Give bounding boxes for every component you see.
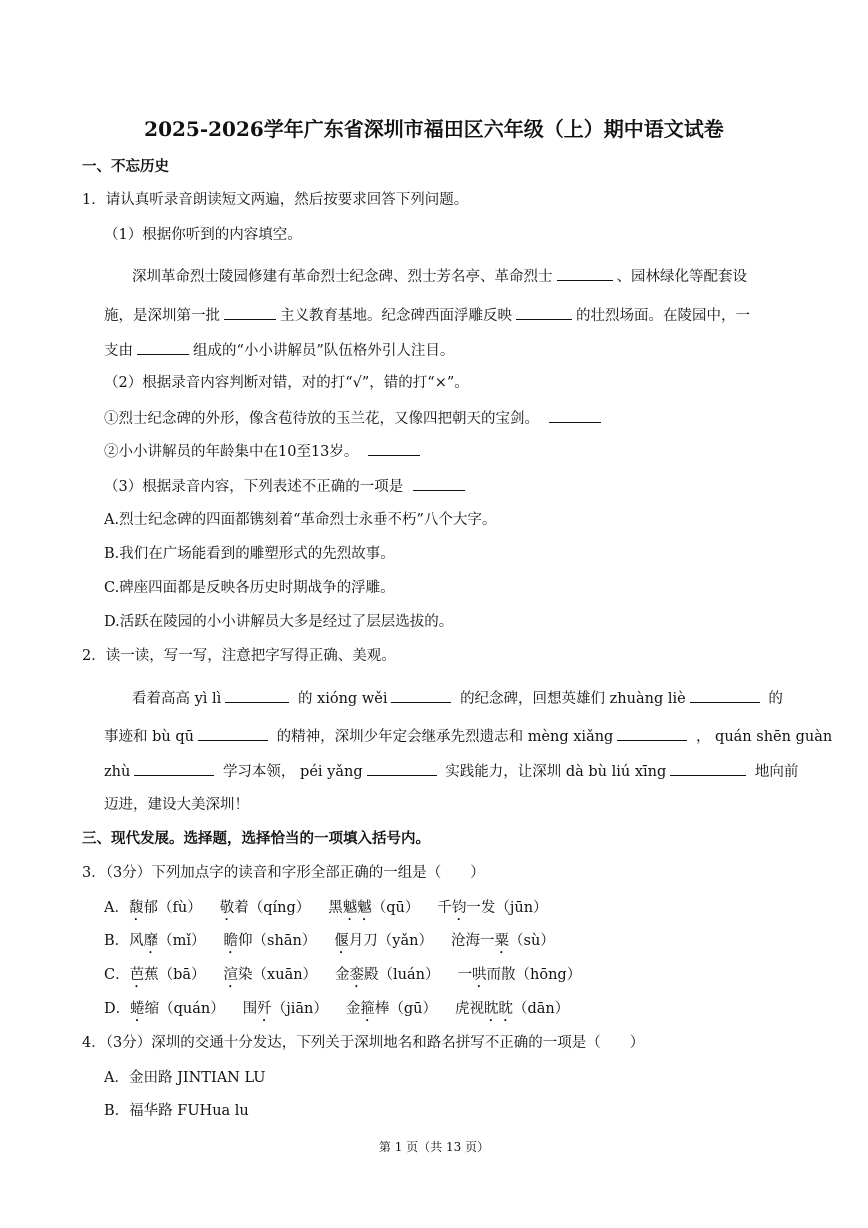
passage-text: 的 [768, 691, 783, 707]
answer-blank[interactable] [413, 476, 465, 491]
write-blank[interactable] [134, 761, 214, 776]
dotted-char: 芭 [129, 967, 145, 983]
q4-option-b[interactable]: B．福华路 FUHua lu [104, 1103, 249, 1119]
page-footer: 第 1 页（共 13 页） [378, 1140, 490, 1154]
option-text: 染（xuān） [238, 967, 318, 983]
write-blank[interactable] [617, 726, 687, 741]
pinyin-line-3 [104, 761, 798, 782]
dotted-char: 眈眈 [484, 1001, 513, 1017]
option-text: 沧海一 [451, 933, 495, 949]
option-text: （sù） [509, 933, 555, 949]
pinyin-line-4: 迈进，建设大美深圳！ [104, 797, 249, 813]
pinyin: bù qū [152, 729, 194, 745]
option-text: 而散（hōng） [486, 967, 582, 983]
dotted-char: 粟 [494, 933, 509, 949]
pinyin-line-2 [104, 726, 832, 747]
passage-text: 的壮烈场面。在陵园中，一 [576, 308, 750, 324]
passage-text: 的 [297, 691, 313, 707]
q3-option-d[interactable] [104, 999, 569, 1025]
dotted-char: 渲 [223, 967, 239, 983]
question-1-stem: 1．请认真听录音朗读短文两遍，然后按要求回答下列问题。 [82, 192, 469, 208]
write-blank[interactable] [367, 761, 437, 776]
write-blank[interactable] [225, 688, 289, 703]
option-text: 虎视 [455, 1001, 484, 1017]
pinyin: dà bù liú xīng [565, 764, 667, 780]
passage-text: 地向前 [754, 764, 799, 780]
question-1-part-2: （2）根据录音内容判断对错，对的打“√”，错的打“×”。 [104, 375, 469, 391]
option-text: 蕉（bā） [144, 967, 206, 983]
option-text: 郁（fù） [143, 900, 202, 916]
exam-title: 2025-2026学年广东省深圳市福田区六年级（上）期中语文试卷 [144, 117, 724, 141]
passage-text: ， [695, 729, 711, 745]
judge-item-2 [104, 441, 424, 462]
option-text: （jiān） [271, 1001, 328, 1017]
option-label: D． [104, 1001, 131, 1017]
fill-blank[interactable] [516, 305, 572, 320]
q3-option-b[interactable] [104, 931, 555, 957]
option-text: 黑 [328, 900, 343, 916]
fill-blank[interactable] [224, 305, 276, 320]
question-3-stem: 3．（3分）下列加点字的读音和字形全部正确的一组是（ ） [82, 865, 485, 881]
write-blank[interactable] [670, 761, 746, 776]
passage-text: 的精神，深圳少年定会继承先烈遗志和 [276, 729, 524, 745]
passage-text: 、园林绿化等配套设 [616, 269, 747, 285]
passage-line-1 [132, 266, 747, 287]
option-b[interactable]: B.我们在广场能看到的雕塑形式的先烈故事。 [104, 546, 395, 562]
option-text: 一发（jūn） [466, 900, 548, 916]
judge-item-1 [104, 408, 605, 429]
pinyin: zhù [104, 764, 131, 780]
answer-blank[interactable] [368, 441, 420, 456]
option-text: 仰（shān） [238, 933, 317, 949]
option-text: 围 [242, 1001, 258, 1017]
dotted-char: 敬 [219, 900, 235, 916]
write-blank[interactable] [690, 688, 760, 703]
dotted-char: 魆魆 [342, 900, 372, 916]
passage-text: 施，是深圳第一批 [104, 308, 220, 324]
question-text: （3）根据录音内容，下列表述不正确的一项是 [104, 479, 404, 495]
dotted-char: 钧 [451, 900, 467, 916]
judge-text: ①烈士纪念碑的外形，像含苞待放的玉兰花，又像四把朝天的宝剑。 [104, 411, 539, 427]
option-text: （qū） [371, 900, 420, 916]
passage-text: 实践能力，让深圳 [445, 764, 562, 780]
option-text: 金 [345, 1001, 361, 1017]
option-text: （mǐ） [158, 933, 206, 949]
judge-text: ②小小讲解员的年龄集中在10至13岁。 [104, 444, 359, 460]
question-1-part-1: （1）根据你听到的内容填空。 [104, 227, 302, 243]
option-a[interactable]: A.烈士纪念碑的四面都镌刻着“革命烈士永垂不朽”八个大字。 [104, 512, 497, 528]
section-1-heading: 一、不忘历史 [82, 158, 169, 175]
pinyin: yì lì [194, 691, 222, 707]
dotted-char: 偃 [334, 933, 349, 949]
write-blank[interactable] [198, 726, 268, 741]
question-4-stem: 4．（3分）深圳的交通十分发达，下列关于深圳地名和路名拼写不正确的一项是（ ） [82, 1035, 645, 1051]
option-text: 殿（luán） [364, 967, 440, 983]
option-text: （dān） [513, 1001, 570, 1017]
passage-text: 组成的“小小讲解员”队伍格外引人注目。 [193, 343, 455, 359]
dotted-char: 馥 [128, 900, 144, 916]
option-label: A． [104, 900, 129, 916]
question-1-part-3 [104, 476, 469, 497]
option-text: 千 [437, 900, 452, 916]
question-2-stem: 2．读一读，写一写，注意把字写得正确、美观。 [82, 648, 396, 664]
section-3-heading: 三、现代发展。选择题，选择恰当的一项填入括号内。 [82, 830, 430, 847]
fill-blank[interactable] [137, 340, 189, 355]
fill-blank[interactable] [557, 266, 613, 281]
q4-option-a[interactable]: A．金田路 JINTIAN LU [104, 1070, 266, 1086]
pinyin: quán shēn guàn [715, 729, 833, 745]
dotted-char: 箍 [360, 1001, 375, 1017]
dotted-char: 銮 [349, 967, 365, 983]
dotted-char: 歼 [257, 1001, 272, 1017]
pinyin: xióng wěi [317, 691, 388, 707]
q3-option-c[interactable] [104, 965, 581, 991]
option-label: C． [104, 967, 130, 983]
passage-line-2 [104, 305, 750, 326]
pinyin: zhuàng liè [609, 691, 686, 707]
answer-blank[interactable] [549, 408, 601, 423]
option-c[interactable]: C.碑座四面都是反映各历史时期战争的浮雕。 [104, 580, 395, 596]
passage-line-3 [104, 340, 454, 361]
passage-text: 事迹和 [104, 729, 148, 745]
passage-text: 学习本领， [222, 764, 296, 780]
option-text: 金 [335, 967, 350, 983]
passage-text: 看着高高 [132, 691, 190, 707]
write-blank[interactable] [391, 688, 451, 703]
dotted-char: 哄 [472, 967, 487, 983]
option-label: B．风 [104, 933, 144, 949]
pinyin: mèng xiǎng [527, 729, 614, 745]
option-text: 缩（quán） [144, 1001, 225, 1017]
pinyin: péi yǎng [300, 764, 363, 780]
q3-option-a[interactable] [104, 898, 548, 924]
passage-text: 主义教育基地。纪念碑西面浮雕反映 [280, 308, 512, 324]
dotted-char: 蜷 [130, 1001, 145, 1017]
option-text: 月刀（yǎn） [348, 933, 433, 949]
passage-text: 深圳革命烈士陵园修建有革命烈士纪念碑、烈士芳名亭、革命烈士 [132, 269, 553, 285]
dotted-char: 靡 [143, 933, 159, 949]
option-d[interactable]: D.活跃在陵园的小小讲解员大多是经过了层层选拔的。 [104, 614, 454, 630]
pinyin-line-1 [132, 688, 783, 709]
option-text: 一 [457, 967, 473, 983]
option-text: 棒（gū） [374, 1001, 437, 1017]
dotted-char: 瞻 [223, 933, 239, 949]
option-text: 着（qíng） [234, 900, 311, 916]
passage-text: 支由 [104, 343, 133, 359]
passage-text: 的纪念碑，回想英雄们 [460, 691, 606, 707]
